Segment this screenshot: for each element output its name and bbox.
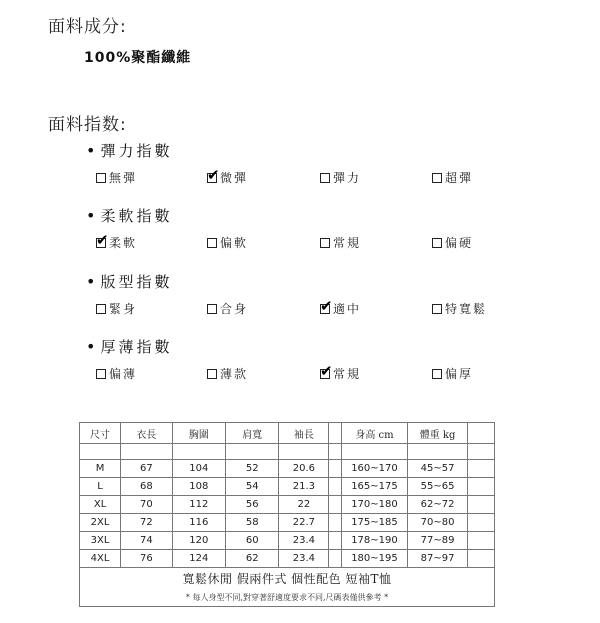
checkmark-icon: ✔ — [320, 296, 335, 315]
table-cell: 108 — [172, 478, 226, 496]
table-header-row — [80, 423, 495, 444]
index-group-label: 版型指數 — [100, 273, 173, 291]
table-cell — [80, 444, 121, 460]
option-label: 緊身 — [109, 302, 138, 316]
table-cell — [468, 423, 495, 444]
index-option[interactable] — [432, 365, 473, 382]
table-cell: 76 — [121, 550, 172, 568]
option-label: 薄款 — [220, 367, 249, 381]
table-row — [80, 496, 495, 514]
table-cell: 104 — [172, 460, 226, 478]
table-cell — [329, 478, 342, 496]
bullet-icon: • — [86, 337, 99, 356]
index-option[interactable] — [96, 300, 137, 317]
table-cell: 70 — [121, 496, 172, 514]
table-cell: 178~190 — [341, 532, 407, 550]
table-cell — [329, 532, 342, 550]
table-cell: 23.4 — [279, 550, 329, 568]
index-group-title — [86, 140, 172, 161]
footer-description: 寬鬆休閒 假兩件式 個性配色 短袖T恤 — [182, 572, 392, 586]
table-cell: 62~72 — [408, 496, 468, 514]
checkmark-icon: ✔ — [207, 165, 222, 184]
table-cell — [172, 444, 226, 460]
index-option[interactable] — [432, 234, 473, 251]
checked-box-icon[interactable] — [320, 296, 335, 315]
table-cell — [468, 460, 495, 478]
table-cell: 22 — [279, 496, 329, 514]
table-cell: 2XL — [80, 514, 121, 532]
table-cell — [226, 444, 279, 460]
table-cell — [408, 444, 468, 460]
index-group-label: 柔軟指數 — [100, 207, 173, 225]
checked-box-icon[interactable] — [96, 230, 111, 249]
table-cell: 3XL — [80, 532, 121, 550]
option-label: 常規 — [333, 236, 362, 250]
table-cell: 72 — [121, 514, 172, 532]
option-label: 彈力 — [333, 171, 362, 185]
table-row — [80, 550, 495, 568]
table-cell — [329, 460, 342, 478]
table-cell — [329, 444, 342, 460]
option-label: 偏厚 — [445, 367, 474, 381]
index-option[interactable] — [207, 300, 248, 317]
table-cell — [468, 532, 495, 550]
checkbox-icon[interactable] — [96, 369, 106, 379]
index-option[interactable] — [207, 365, 248, 382]
option-label: 無彈 — [109, 171, 138, 185]
table-cell: 170~180 — [341, 496, 407, 514]
checkmark-icon: ✔ — [96, 230, 111, 249]
table-cell: 4XL — [80, 550, 121, 568]
option-label: 偏硬 — [445, 236, 474, 250]
table-cell: 60 — [226, 532, 279, 550]
index-option[interactable] — [96, 230, 138, 251]
table-cell: 70~80 — [408, 514, 468, 532]
table-cell: 身高 cm — [341, 423, 407, 444]
checkbox-icon[interactable] — [432, 304, 442, 314]
table-cell: 116 — [172, 514, 226, 532]
option-label: 偏軟 — [220, 236, 249, 250]
table-cell: 胸圍 — [172, 423, 226, 444]
size-table — [79, 422, 495, 607]
table-cell: 尺寸 — [80, 423, 121, 444]
checkbox-icon[interactable] — [432, 238, 442, 248]
table-cell: 55~65 — [408, 478, 468, 496]
bullet-icon: • — [86, 272, 99, 291]
table-cell: 87~97 — [408, 550, 468, 568]
table-cell: 112 — [172, 496, 226, 514]
table-row — [80, 532, 495, 550]
table-cell: 160~170 — [341, 460, 407, 478]
footer-note: * 每人身型不同,對穿著舒適度要求不同,尺碼表僅供參考 * — [185, 593, 389, 602]
table-cell: M — [80, 460, 121, 478]
table-cell: 衣長 — [121, 423, 172, 444]
table-cell: 肩寬 — [226, 423, 279, 444]
option-label: 合身 — [220, 302, 249, 316]
table-cell: XL — [80, 496, 121, 514]
table-footer-row — [80, 568, 495, 607]
table-row — [80, 478, 495, 496]
fabric-composition-heading: 面料成分: — [48, 17, 127, 37]
checked-box-icon[interactable] — [207, 165, 222, 184]
option-label: 適中 — [333, 302, 362, 316]
checkbox-icon[interactable] — [432, 369, 442, 379]
table-cell: 23.4 — [279, 532, 329, 550]
table-cell — [468, 496, 495, 514]
option-label: 常規 — [333, 367, 362, 381]
option-label: 偏薄 — [109, 367, 138, 381]
table-cell — [468, 444, 495, 460]
index-option[interactable] — [320, 234, 361, 251]
table-cell: 52 — [226, 460, 279, 478]
table-footer — [80, 568, 495, 607]
table-cell: 77~89 — [408, 532, 468, 550]
table-cell: 62 — [226, 550, 279, 568]
option-label: 微彈 — [220, 171, 249, 185]
index-option[interactable] — [96, 365, 137, 382]
table-cell: 58 — [226, 514, 279, 532]
table-cell: 56 — [226, 496, 279, 514]
checkbox-icon[interactable] — [96, 173, 106, 183]
table-cell — [468, 478, 495, 496]
fabric-index-heading: 面料指数: — [48, 115, 127, 135]
option-label: 特寬鬆 — [445, 302, 488, 316]
table-blank-row — [80, 444, 495, 460]
table-cell: 體重 kg — [408, 423, 468, 444]
option-label: 超彈 — [445, 171, 474, 185]
table-cell — [468, 550, 495, 568]
table-cell: 67 — [121, 460, 172, 478]
checkbox-icon[interactable] — [96, 304, 106, 314]
table-cell: L — [80, 478, 121, 496]
table-row — [80, 514, 495, 532]
bullet-icon: • — [86, 141, 99, 160]
table-cell: 120 — [172, 532, 226, 550]
table-cell — [341, 444, 407, 460]
table-cell — [329, 496, 342, 514]
table-cell — [329, 423, 342, 444]
index-group-label: 彈力指數 — [100, 142, 173, 160]
index-option[interactable] — [96, 169, 137, 186]
table-cell — [279, 444, 329, 460]
table-cell: 180~195 — [341, 550, 407, 568]
checked-box-icon[interactable] — [320, 361, 335, 380]
table-cell — [121, 444, 172, 460]
index-option[interactable] — [320, 169, 361, 186]
table-row — [80, 460, 495, 478]
checkbox-icon[interactable] — [432, 173, 442, 183]
fabric-composition-value: 100%聚酯纖維 — [84, 50, 192, 66]
index-option[interactable] — [432, 300, 487, 317]
checkbox-icon[interactable] — [320, 238, 330, 248]
table-cell — [329, 514, 342, 532]
checkbox-icon[interactable] — [207, 369, 217, 379]
table-cell: 124 — [172, 550, 226, 568]
checkbox-icon[interactable] — [320, 173, 330, 183]
checkmark-icon: ✔ — [320, 361, 335, 380]
index-group-label: 厚薄指數 — [100, 338, 173, 356]
option-label: 柔軟 — [109, 236, 138, 250]
table-cell: 68 — [121, 478, 172, 496]
index-option[interactable] — [320, 296, 362, 317]
table-cell: 54 — [226, 478, 279, 496]
index-group-title — [86, 336, 172, 357]
table-cell: 袖長 — [279, 423, 329, 444]
index-option[interactable] — [207, 234, 248, 251]
index-option[interactable] — [320, 361, 362, 382]
checkbox-icon[interactable] — [207, 304, 217, 314]
checkbox-icon[interactable] — [207, 238, 217, 248]
table-cell: 74 — [121, 532, 172, 550]
table-cell: 21.3 — [279, 478, 329, 496]
index-group-title — [86, 205, 172, 226]
table-cell: 165~175 — [341, 478, 407, 496]
index-option[interactable] — [207, 165, 249, 186]
table-cell — [329, 550, 342, 568]
table-cell — [468, 514, 495, 532]
table-cell: 45~57 — [408, 460, 468, 478]
index-option[interactable] — [432, 169, 473, 186]
table-cell: 20.6 — [279, 460, 329, 478]
table-cell: 22.7 — [279, 514, 329, 532]
index-group-title — [86, 271, 172, 292]
bullet-icon: • — [86, 206, 99, 225]
table-cell: 175~185 — [341, 514, 407, 532]
